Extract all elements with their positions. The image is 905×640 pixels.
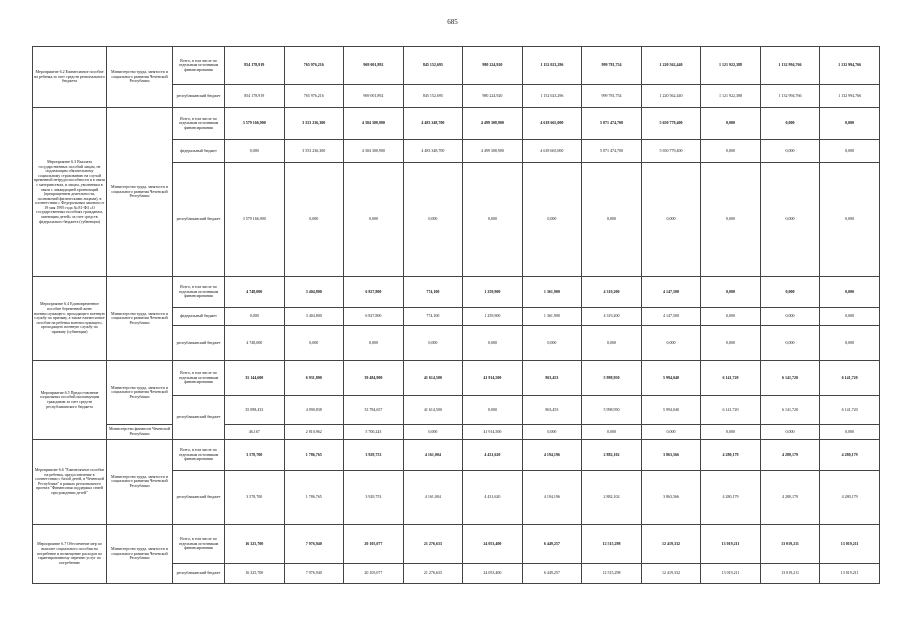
amount-cell: 0,000 (760, 108, 820, 140)
amount-cell: 0,000 (760, 163, 820, 277)
amount-cell: 3 929,753 (344, 439, 404, 470)
amount-cell: 0,000 (641, 325, 701, 360)
amount-cell: 0,000 (820, 140, 880, 163)
amount-cell: 1 152 023,296 (522, 47, 582, 85)
amount-cell: 969 001,892 (344, 47, 404, 85)
amount-cell: 1 132 994,766 (760, 47, 820, 85)
amount-cell: 0,000 (760, 425, 820, 440)
amount-cell: 0,000 (463, 396, 523, 425)
amount-cell: 4 147,500 (641, 277, 701, 308)
amount-cell: 1 220 562,440 (641, 85, 701, 108)
table-row (33, 524, 880, 563)
responsible-executor: Министерство труда, занятости и социального развития Чеченской Республики (107, 108, 173, 277)
funding-source: Всего, в том числе по отдельным источникам финансирования (173, 524, 225, 563)
amount-cell: 35 098,433 (225, 396, 285, 425)
amount-cell: 24 053,400 (463, 524, 523, 563)
amount-cell: 24 053,400 (463, 564, 523, 584)
amount-cell: 0,000 (284, 163, 344, 277)
amount-cell: 6 449,257 (522, 524, 582, 563)
amount-cell: 7 976,940 (284, 564, 344, 584)
amount-cell: 4 431,620 (463, 439, 523, 470)
amount-cell: 4 431,620 (463, 470, 523, 524)
amount-cell: 4 090,838 (284, 396, 344, 425)
amount-cell: 999 781,754 (582, 47, 642, 85)
amount-cell: 4 483 348,700 (403, 108, 463, 140)
amount-cell: 16 325,700 (225, 524, 285, 563)
measure-name: Мероприятие 6.3 Выплата государственных пособий лицам, не подлежащим обязательному социальному страхованию на случай временной нетрудоспособности и в связи с материнством, и лицам, уволенным в связи с ликвидацией организаций (прекращением деятельности, полномочий физическими лицами), в соответствии с Федеральным законом от 19 мая 1995 года № 81-ФЗ «О государственных пособиях гражданам, имеющим детей» за счет средств федерального бюджета (субвенции) (33, 108, 107, 277)
amount-cell: 980 224,920 (463, 47, 523, 85)
measure-name: Мероприятие 6.4 Единовременное пособие беременной жене военнослужащего, проходящего военную службу по призыву, а также ежемесячное пособие на ребенка военнослужащего, проходящего военную службу по призыву (субвенции) (33, 277, 107, 361)
amount-cell: 1 121 922,388 (701, 47, 761, 85)
amount-cell: 5 998,950 (582, 396, 642, 425)
responsible-executor: Министерство труда, занятости и социального развития Чеченской Республики (107, 439, 173, 524)
amount-cell: 765 976,216 (284, 47, 344, 85)
table-row (33, 47, 880, 85)
amount-cell: 969 001,892 (344, 85, 404, 108)
amount-cell: 13 019,211 (701, 564, 761, 584)
table-row (33, 277, 880, 308)
amount-cell: 863,453 (522, 396, 582, 425)
amount-cell: 4 319,200 (582, 308, 642, 326)
amount-cell: 5 700,243 (344, 425, 404, 440)
amount-cell: 6 141,720 (820, 396, 880, 425)
amount-cell: 0,000 (820, 108, 880, 140)
amount-cell: 999 781,754 (582, 85, 642, 108)
amount-cell: 1 132 994,766 (820, 85, 880, 108)
funding-source: Всего, в том числе по отдельным источникам финансирования (173, 361, 225, 396)
page-number: 685 (447, 18, 458, 26)
amount-cell: 4 280,179 (701, 470, 761, 524)
amount-cell: 845 152,695 (403, 47, 463, 85)
amount-cell: 5 994,040 (641, 396, 701, 425)
amount-cell: 3 929,753 (344, 470, 404, 524)
amount-cell: 1 132 994,766 (820, 47, 880, 85)
amount-cell: 4 147,500 (641, 308, 701, 326)
amount-cell: 774,100 (403, 277, 463, 308)
amount-cell: 4 194,196 (522, 470, 582, 524)
amount-cell: 41 914,500 (463, 425, 523, 440)
amount-cell: 46,167 (225, 425, 285, 440)
amount-cell: 845 152,695 (403, 85, 463, 108)
funding-source: республиканский бюджет (173, 325, 225, 360)
amount-cell: 6 141,720 (820, 361, 880, 396)
amount-cell: 12 419,332 (641, 524, 701, 563)
amount-cell: 5 071 474,700 (582, 108, 642, 140)
measure-name: Мероприятие 6.6 "Ежемесячное пособие на ребенка, предоставление в соответствии с базой детей, в Чеченской Республике" в рамках регионального проекта "Финансовая поддержка семей при рождении детей" (33, 439, 107, 524)
responsible-executor: Министерство финансов Чеченской Республики (107, 425, 173, 440)
amount-cell: 0,000 (701, 325, 761, 360)
amount-cell: 41 614,500 (403, 361, 463, 396)
amount-cell: 0,000 (403, 425, 463, 440)
measure-name: Мероприятие 6.5 Предоставление социальных пособий малоимущим гражданам за счет средств республиканского бюджета (33, 361, 107, 440)
amount-cell: 5 994,040 (641, 361, 701, 396)
funding-source: Всего, в том числе по отдельным источникам финансирования (173, 277, 225, 308)
amount-cell: 20 105,077 (344, 524, 404, 563)
amount-cell: 7 976,940 (284, 524, 344, 563)
amount-cell: 0,000 (463, 163, 523, 277)
responsible-executor: Министерство труда, занятости и социального развития Чеченской Республики (107, 361, 173, 425)
amount-cell: 0,000 (641, 163, 701, 277)
amount-cell: 3 863,566 (641, 470, 701, 524)
amount-cell: 6 141,720 (760, 396, 820, 425)
amount-cell: 1 361,900 (522, 277, 582, 308)
amount-cell: 0,000 (403, 325, 463, 360)
amount-cell: 0,000 (522, 325, 582, 360)
amount-cell: 0,000 (582, 425, 642, 440)
amount-cell: 1 786,765 (284, 439, 344, 470)
amount-cell: 0,000 (225, 140, 285, 163)
amount-cell: 0,000 (760, 308, 820, 326)
amount-cell: 3 553 236,300 (284, 108, 344, 140)
amount-cell: 4 161,004 (403, 470, 463, 524)
funding-source: республиканский бюджет (173, 564, 225, 584)
amount-cell: 3 578,700 (225, 439, 285, 470)
table-row (33, 361, 880, 396)
amount-cell: 1 361,900 (522, 308, 582, 326)
amount-cell: 0,000 (582, 325, 642, 360)
amount-cell: 5 071 474,700 (582, 140, 642, 163)
table-row (33, 439, 880, 470)
amount-cell: 0,000 (344, 325, 404, 360)
amount-cell: 4 194,196 (522, 439, 582, 470)
amount-cell: 0,000 (820, 163, 880, 277)
amount-cell: 4 280,179 (820, 470, 880, 524)
amount-cell: 0,000 (701, 277, 761, 308)
amount-cell: 4 618 665,000 (522, 108, 582, 140)
amount-cell: 0,000 (284, 325, 344, 360)
amount-cell: 35 144,600 (225, 361, 285, 396)
amount-cell: 6 141,720 (760, 361, 820, 396)
amount-cell: 0,000 (522, 163, 582, 277)
amount-cell: 2 810,962 (284, 425, 344, 440)
amount-cell: 4 499 308,900 (463, 140, 523, 163)
amount-cell: 4 499 308,900 (463, 108, 523, 140)
amount-cell: 0,000 (820, 308, 880, 326)
amount-cell: 6 449,257 (522, 564, 582, 584)
amount-cell: 0,000 (820, 325, 880, 360)
amount-cell: 21 276,633 (403, 564, 463, 584)
table-row (33, 425, 880, 440)
amount-cell: 6 931,800 (284, 361, 344, 396)
amount-cell: 1 121 922,388 (701, 85, 761, 108)
amount-cell: 3 863,566 (641, 439, 701, 470)
funding-source: федеральный бюджет (173, 308, 225, 326)
funding-source: республиканский бюджет (173, 163, 225, 277)
amount-cell: 0,000 (701, 163, 761, 277)
responsible-executor: Министерство труда, занятости и социального развития Чеченской Республики (107, 524, 173, 583)
amount-cell: 4 161,004 (403, 439, 463, 470)
amount-cell: 4 483 348,700 (403, 140, 463, 163)
amount-cell: 854 178,919 (225, 47, 285, 85)
funding-source: республиканский бюджет (173, 396, 225, 440)
amount-cell: 1 220 562,440 (641, 47, 701, 85)
amount-cell: 0,000 (225, 308, 285, 326)
funding-source: Всего, в том числе по отдельным источникам финансирования (173, 108, 225, 140)
responsible-executor: Министерство труда, занятости и социального развития Чеченской Республики (107, 277, 173, 361)
amount-cell: 12 515,298 (582, 524, 642, 563)
funding-source: Всего, в том числе по отдельным источникам финансирования (173, 47, 225, 85)
amount-cell: 0,000 (344, 163, 404, 277)
measure-name: Мероприятие 6.2 Ежемесячное пособие на ребенка за счет средств регионального бюджета (33, 47, 107, 108)
amount-cell: 39 484,900 (344, 361, 404, 396)
amount-cell: 765 976,216 (284, 85, 344, 108)
amount-cell: 0,000 (701, 140, 761, 163)
amount-cell: 0,000 (760, 325, 820, 360)
amount-cell: 3 404,800 (284, 308, 344, 326)
amount-cell: 20 105,077 (344, 564, 404, 584)
amount-cell: 0,000 (820, 425, 880, 440)
amount-cell: 0,000 (403, 163, 463, 277)
amount-cell: 4 304 300,900 (344, 140, 404, 163)
amount-cell: 4 319,200 (582, 277, 642, 308)
amount-cell: 13 019,211 (760, 564, 820, 584)
amount-cell: 0,000 (760, 277, 820, 308)
amount-cell: 5 650 779,400 (641, 108, 701, 140)
amount-cell: 1 259,900 (463, 308, 523, 326)
amount-cell: 4 618 665,000 (522, 140, 582, 163)
amount-cell: 16 325,700 (225, 564, 285, 584)
amount-cell: 13 019,211 (820, 564, 880, 584)
amount-cell: 2 882,102 (582, 439, 642, 470)
funding-source: федеральный бюджет (173, 140, 225, 163)
amount-cell: 6 827,800 (344, 308, 404, 326)
amount-cell: 13 019,211 (760, 524, 820, 563)
amount-cell: 5 650 779,400 (641, 140, 701, 163)
amount-cell: 0,000 (463, 325, 523, 360)
amount-cell: 3 404,800 (284, 277, 344, 308)
amount-cell: 1 132 994,766 (760, 85, 820, 108)
amount-cell: 3 578,700 (225, 470, 285, 524)
amount-cell: 4 748,000 (225, 277, 285, 308)
amount-cell: 863,453 (522, 361, 582, 396)
amount-cell: 4 748,000 (225, 325, 285, 360)
amount-cell: 21 276,633 (403, 524, 463, 563)
amount-cell: 4 280,179 (820, 439, 880, 470)
amount-cell: 1 786,765 (284, 470, 344, 524)
amount-cell: 4 280,179 (701, 439, 761, 470)
amount-cell: 0,000 (760, 140, 820, 163)
measure-name: Мероприятие 6.7 Обеспечение мер по выплате социального пособия на погребение и возмещение расходов по гарантированному перечню услуг по погребению (33, 524, 107, 583)
amount-cell: 854 178,919 (225, 85, 285, 108)
amount-cell: 774,100 (403, 308, 463, 326)
table-row (33, 108, 880, 140)
amount-cell: 0,000 (701, 425, 761, 440)
amount-cell: 0,000 (820, 277, 880, 308)
amount-cell: 3 579 166,900 (225, 108, 285, 140)
funding-source: республиканский бюджет (173, 85, 225, 108)
amount-cell: 33 784,657 (344, 396, 404, 425)
amount-cell: 12 515,298 (582, 564, 642, 584)
amount-cell: 1 259,900 (463, 277, 523, 308)
amount-cell: 3 579 166,900 (225, 163, 285, 277)
amount-cell: 13 019,211 (701, 524, 761, 563)
funding-source: республиканский бюджет (173, 470, 225, 524)
amount-cell: 980 224,920 (463, 85, 523, 108)
amount-cell: 12 419,332 (641, 564, 701, 584)
amount-cell: 41 914,500 (463, 361, 523, 396)
amount-cell: 0,000 (522, 425, 582, 440)
amount-cell: 0,000 (641, 425, 701, 440)
amount-cell: 0,000 (582, 163, 642, 277)
amount-cell: 0,000 (701, 108, 761, 140)
amount-cell: 2 882,102 (582, 470, 642, 524)
amount-cell: 0,000 (701, 308, 761, 326)
amount-cell: 4 304 300,900 (344, 108, 404, 140)
amount-cell: 4 280,179 (760, 470, 820, 524)
amount-cell: 1 152 023,296 (522, 85, 582, 108)
amount-cell: 3 553 236,300 (284, 140, 344, 163)
amount-cell: 6 827,800 (344, 277, 404, 308)
budget-table (32, 46, 880, 584)
amount-cell: 13 019,211 (820, 524, 880, 563)
amount-cell: 41 614,500 (403, 396, 463, 425)
amount-cell: 4 280,179 (760, 439, 820, 470)
amount-cell: 5 998,950 (582, 361, 642, 396)
responsible-executor: Министерство труда, занятости и социального развития Чеченской Республики (107, 47, 173, 108)
amount-cell: 6 141,720 (701, 396, 761, 425)
funding-source: Всего, в том числе по отдельным источникам финансирования (173, 439, 225, 470)
amount-cell: 6 141,720 (701, 361, 761, 396)
